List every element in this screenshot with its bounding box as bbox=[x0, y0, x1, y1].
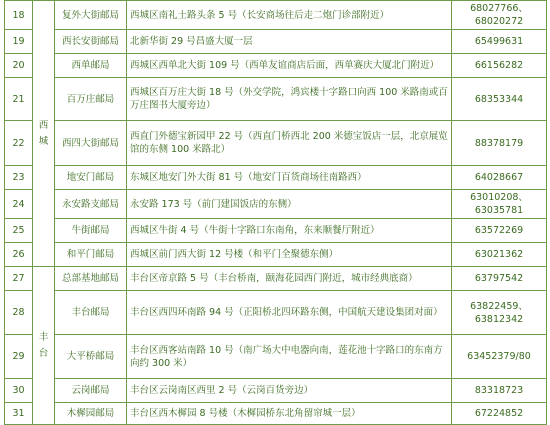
district-char: 台 bbox=[38, 347, 49, 359]
table-row bbox=[5, 219, 547, 243]
table-row bbox=[5, 78, 547, 121]
row-number: 29 bbox=[5, 335, 33, 379]
address: 西城区南礼士路头条 5 号（长安商场往后走二炮门诊部附近） bbox=[127, 1, 452, 30]
post-office-name: 西单邮局 bbox=[55, 54, 127, 78]
post-office-name: 复外大街邮局 bbox=[55, 1, 127, 30]
table-row bbox=[5, 403, 547, 425]
address: 丰台区帝京路 5 号（丰台桥南，颐海花园西门附近，城市经典底商） bbox=[127, 267, 452, 291]
phone: 63010208、63035781 bbox=[452, 190, 547, 219]
table-row bbox=[5, 30, 547, 54]
address: 北新华街 29 号昌盛大厦一层 bbox=[127, 30, 452, 54]
row-number: 25 bbox=[5, 219, 33, 243]
table-row bbox=[5, 335, 547, 379]
district-cell bbox=[33, 267, 55, 425]
phone: 68027766、68020272 bbox=[452, 1, 547, 30]
phone: 63572269 bbox=[452, 219, 547, 243]
post-office-name: 牛街邮局 bbox=[55, 219, 127, 243]
table-row bbox=[5, 54, 547, 78]
district-label bbox=[38, 330, 50, 362]
row-number: 28 bbox=[5, 291, 33, 335]
phone: 63822459、63812342 bbox=[452, 291, 547, 335]
phone: 63021362 bbox=[452, 243, 547, 267]
row-number: 23 bbox=[5, 166, 33, 190]
address: 西直门外德宝新园甲 22 号（西直门桥西北 200 米德宝饭店一层，北京展览馆的东侧 100 米路北） bbox=[127, 121, 452, 166]
row-number: 21 bbox=[5, 78, 33, 121]
phone: 63797542 bbox=[452, 267, 547, 291]
row-number: 18 bbox=[5, 1, 33, 30]
district-char: 西 bbox=[38, 119, 49, 131]
post-office-name: 木樨园邮局 bbox=[55, 403, 127, 425]
phone: 64028667 bbox=[452, 166, 547, 190]
post-office-name: 丰台邮局 bbox=[55, 291, 127, 335]
table-row bbox=[5, 121, 547, 166]
row-number: 24 bbox=[5, 190, 33, 219]
row-number: 27 bbox=[5, 267, 33, 291]
address: 东城区地安门外大街 81 号（地安门百货商场往南路西） bbox=[127, 166, 452, 190]
address: 丰台区西四环南路 94 号（正阳桥北四环路东侧，中国航天建设集团对面） bbox=[127, 291, 452, 335]
row-number: 19 bbox=[5, 30, 33, 54]
row-number: 22 bbox=[5, 121, 33, 166]
address: 西城区牛街 4 号（牛街十字路口东南角，东来顺餐厅附近） bbox=[127, 219, 452, 243]
phone: 88378179 bbox=[452, 121, 547, 166]
post-office-name: 大平桥邮局 bbox=[55, 335, 127, 379]
row-number: 31 bbox=[5, 403, 33, 425]
address: 丰台区云岗南区西里 2 号（云岗百货旁边） bbox=[127, 379, 452, 403]
address: 西城区百万庄大街 18 号（外交学院，鸿宾楼十字路口向西 100 米路南或百万庄图书大厦旁边） bbox=[127, 78, 452, 121]
address: 西城区前门西大街 12 号楼（和平门全聚德东侧） bbox=[127, 243, 452, 267]
table-row bbox=[5, 166, 547, 190]
post-office-name: 地安门邮局 bbox=[55, 166, 127, 190]
address: 永安路 173 号（前门建国饭店的东侧） bbox=[127, 190, 452, 219]
phone: 63452379/80 bbox=[452, 335, 547, 379]
table-row bbox=[5, 190, 547, 219]
post-office-name: 西四大街邮局 bbox=[55, 121, 127, 166]
district-char: 丰 bbox=[38, 331, 49, 343]
district-cell bbox=[33, 1, 55, 267]
district-label bbox=[38, 118, 50, 150]
table-row bbox=[5, 267, 547, 291]
phone: 66156282 bbox=[452, 54, 547, 78]
phone: 67224852 bbox=[452, 403, 547, 425]
post-office-name: 云岗邮局 bbox=[55, 379, 127, 403]
table-row bbox=[5, 243, 547, 267]
row-number: 20 bbox=[5, 54, 33, 78]
district-char: 城 bbox=[38, 135, 49, 147]
address: 丰台区西客站南路 10 号（南广场大中电器向南，莲花池十字路口的东南方向约 300 米） bbox=[127, 335, 452, 379]
phone: 68353344 bbox=[452, 78, 547, 121]
post-office-name: 西长安街邮局 bbox=[55, 30, 127, 54]
table-row bbox=[5, 1, 547, 30]
row-number: 30 bbox=[5, 379, 33, 403]
address: 西城区西单北大街 109 号（西单友谊商店后面，西单赛庆大厦北门附近） bbox=[127, 54, 452, 78]
address: 丰台区西木樨园 8 号楼（木樨园桥东北角留帘城一层） bbox=[127, 403, 452, 425]
post-office-table bbox=[4, 0, 547, 425]
phone: 65499631 bbox=[452, 30, 547, 54]
row-number: 26 bbox=[5, 243, 33, 267]
table-row bbox=[5, 379, 547, 403]
post-office-name: 和平门邮局 bbox=[55, 243, 127, 267]
post-office-name: 总部基地邮局 bbox=[55, 267, 127, 291]
table-row bbox=[5, 291, 547, 335]
phone: 83318723 bbox=[452, 379, 547, 403]
post-office-name: 永安路支邮局 bbox=[55, 190, 127, 219]
post-office-name: 百万庄邮局 bbox=[55, 78, 127, 121]
